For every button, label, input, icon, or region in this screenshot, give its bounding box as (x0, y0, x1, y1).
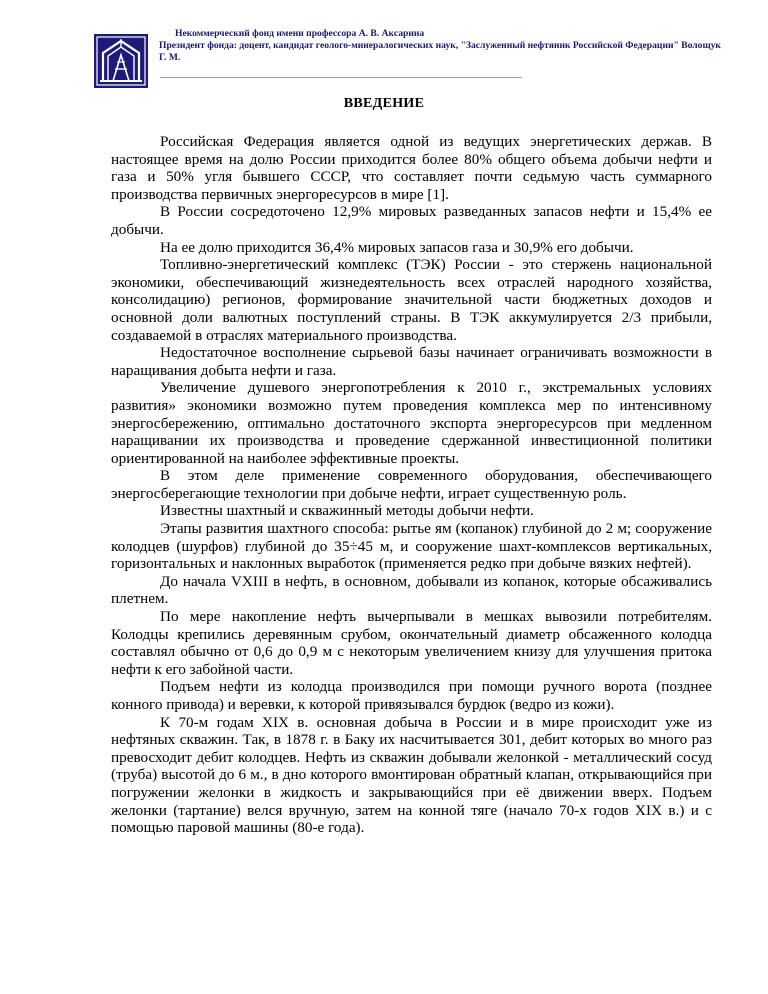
paragraph: Подъем нефти из колодца производился при помощи ручного ворота (позднее конного привода) и веревки, к которой привязывался бурдюк (ведро из кожи). (111, 678, 712, 713)
fund-logo-icon (93, 33, 149, 89)
paragraph: До начала VXIII в нефть, в основном, добывали из копанок, которые обсаживались плетнем. (111, 572, 712, 608)
section-title: ВВЕДЕНИЕ (343, 96, 425, 111)
fund-name: Некоммерческий фонд имени профессора А. В. Аксарина (175, 28, 425, 39)
paragraph: Топливно-энергетический комплекс (ТЭК) России - это стержень национальной экономики, обеспечивающий жизнедеятельность всех отраслей народного хозяйства, консолидацию) регионов, формирование значительной части бюджетных доходов и основной доли валютных поступлений страны. В ТЭК аккумулируется 2/3 прибыли, создаваемой в отраслях материального производства. (111, 256, 712, 344)
paragraph: В России сосредоточено 12,9% мировых разведанных запасов нефти и 15,4% ее добычи. (111, 203, 712, 238)
paragraph: В этом деле применение современного оборудования, обеспечивающего энергосберегающие технологии при добыче нефти, играет существенную роль. (111, 467, 712, 502)
paragraph: Недостаточное восполнение сырьевой базы начинает ограничивать возможности в наращивания добыта нефти и газа. (111, 344, 712, 379)
fund-president: Президент фонда: доцент, кандидат геолого-минералогических наук, "Заслуженный нефтяник Российской Федерации" Волощук Г. М. (159, 40, 721, 63)
paragraph: Известны шахтный и скважинный методы добычи нефти. (160, 502, 534, 520)
paragraph: К 70-м годам XIX в. основная добыча в России и в мире происходит уже из нефтяных скважин. Так, в 1878 г. в Баку их насчитывается 301, дебит которых во много раз превосходит дебит колодцев. Нефть из скважин добывали желонкой - металлический сосуд (труба) высотой до 6 м., в дно которого вмонтирован обратный клапан, открывающийся при погружении желонки в жидкость и закрывающийся при её движении вверх. Подъем желонки (тартание) велся вручную, затем на конной тяге (начало 70-х годов XIX в.) и с помощью паровой машины (80-е года). (111, 713, 712, 837)
paragraph: По мере накопление нефть вычерпывали в мешках вывозили потребителям. Колодцы крепились деревянным срубом, окончательный диаметр обсаженного колодца составлял обычно от 0,6 до 0,9 м с некоторым увеличением книзу для улучшения притока нефти к его забойной части. (111, 608, 712, 678)
paragraph: Российская Федерация является одной из ведущих энергетических держав. В настоящее время на долю России приходится более 80% общего объема добычи нефти и газа и 50% угля бывшего СССР, что составляет почти седьмую часть суммарного производства первичных энергоресурсов в мире [1]. (111, 133, 712, 203)
paragraph: Увеличение душевого энергопотребления к 2010 г., экстремальных условиях развития» экономики возможно путем проведения комплекса мер по интенсивному энергосбережению, оптимально достаточного экспорта энергоресурсов при медленном наращивании их производства и проведение сдержанной инвестиционной политики ориентированной на наиболее эффективные проекты. (111, 379, 712, 467)
paragraph: На ее долю приходится 36,4% мировых запасов газа и 30,9% его добычи. (160, 238, 634, 256)
body-text (111, 133, 712, 837)
page-header (93, 28, 733, 84)
header-divider (160, 77, 522, 78)
paragraph: Этапы развития шахтного способа: рытье ям (копанок) глубиной до 2 м; сооружение колодцев (шурфов) глубиной до 35÷45 м, и сооружение шахт-комплексов вертикальных, горизонтальных и наклонных выработок (применяется редко при добыче вязких нефтей). (111, 520, 712, 573)
header-text (159, 28, 729, 64)
